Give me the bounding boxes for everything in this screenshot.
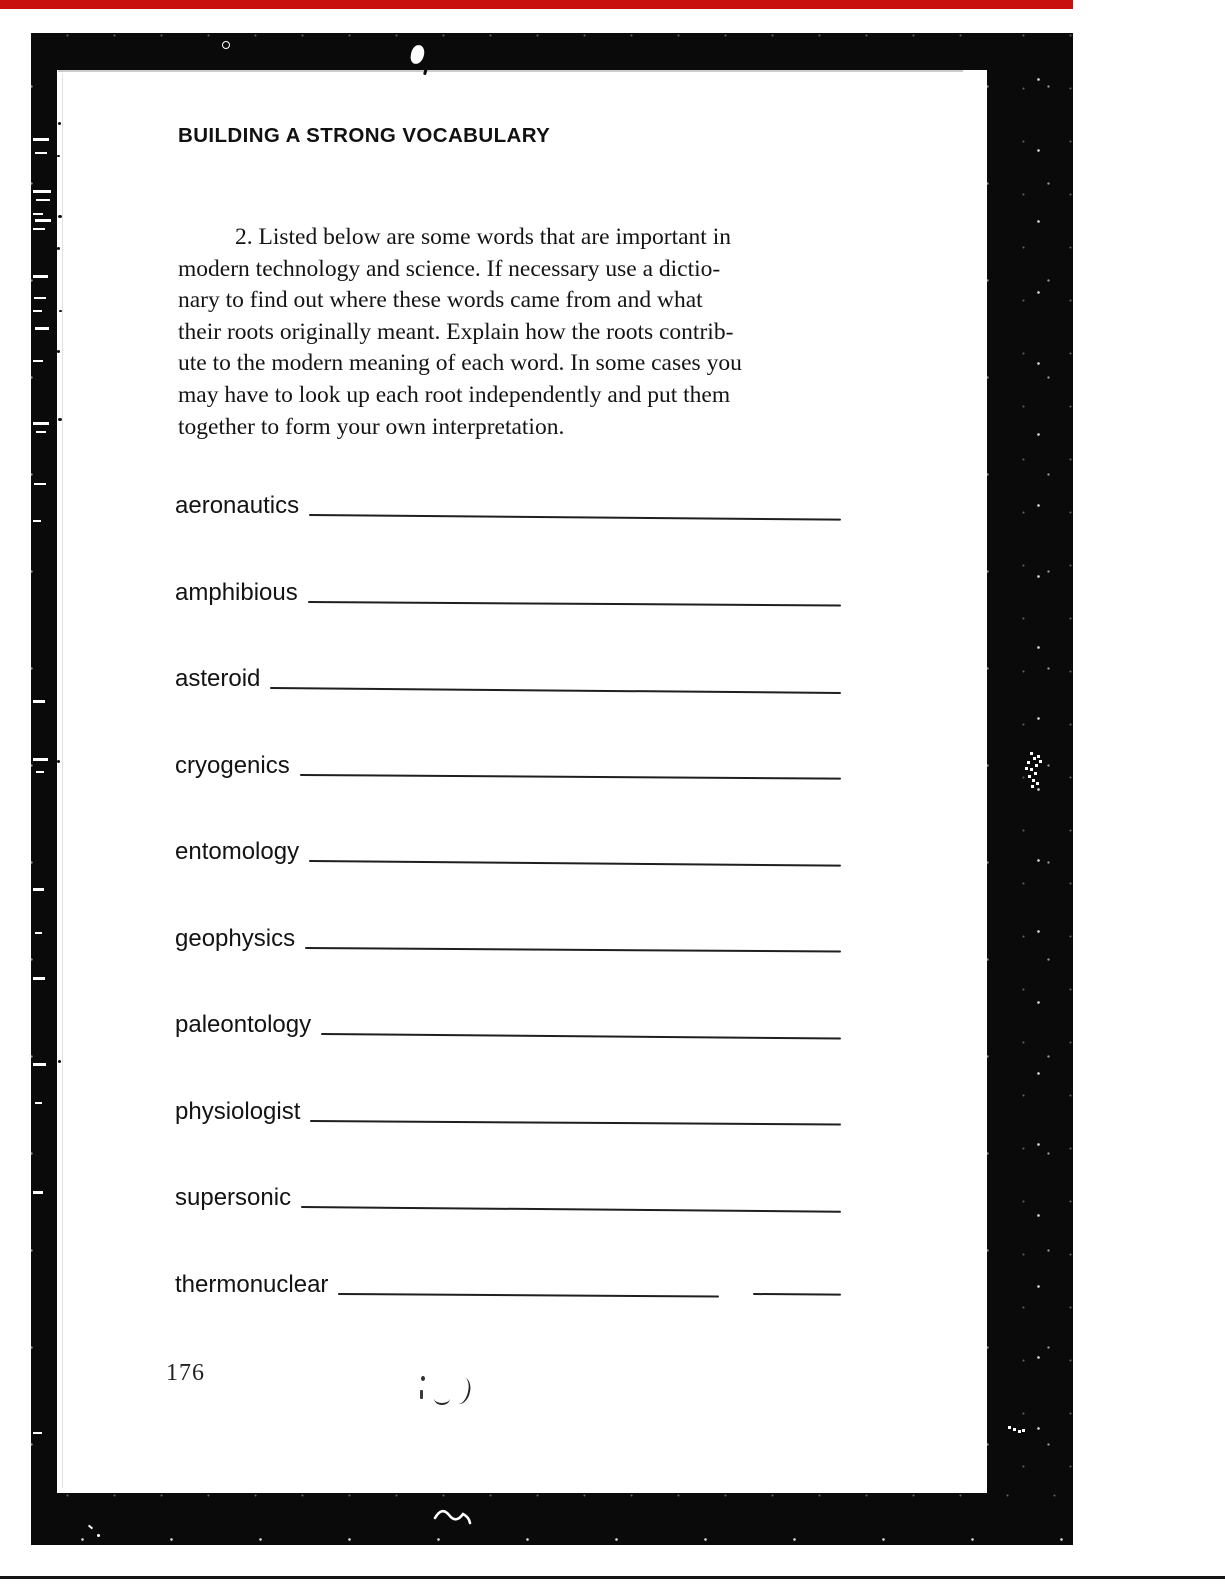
blank-line-gap: [721, 1298, 743, 1299]
notch-mark: [33, 138, 49, 141]
word-row-cryogenics: [175, 746, 843, 780]
vocabulary-word: physiologist: [175, 1098, 301, 1125]
answer-blank-line: [310, 1120, 841, 1126]
answer-blank-line: [305, 947, 841, 953]
speck-mark: [58, 215, 62, 218]
notch-mark: [33, 190, 51, 193]
answer-blank-line: [308, 601, 841, 607]
page-left-edge-shadow: [62, 74, 63, 1488]
notch-mark: [34, 297, 46, 299]
answer-blank-line: [270, 687, 841, 694]
notch-mark: [33, 1432, 42, 1434]
notch-mark: [33, 1063, 46, 1066]
scan-red-strip: [0, 0, 1073, 9]
smudge-arc: [434, 1392, 450, 1405]
speck-mark: [58, 122, 61, 125]
word-row-asteroid: [175, 659, 843, 693]
word-row-entomology: [175, 832, 843, 866]
word-row-amphibious: [175, 573, 843, 607]
vocabulary-word: paleontology: [175, 1011, 312, 1038]
scan-frame-top: [31, 33, 1073, 70]
word-row-geophysics: [175, 919, 843, 953]
notch-mark: [36, 199, 50, 201]
vocabulary-word: asteroid: [175, 665, 261, 692]
page-number: 176: [166, 1360, 205, 1386]
notch-mark: [36, 771, 44, 773]
notch-mark: [33, 1191, 43, 1194]
answer-blank-line-segment: [753, 1293, 841, 1296]
speck-mark: [59, 310, 62, 312]
white-ring-artifact: [222, 41, 230, 49]
paragraph-line: 2. Listed below are some words that are important in: [235, 224, 731, 250]
notch-mark: [33, 228, 45, 230]
instructions-paragraph: [178, 222, 878, 443]
speck-mark: [57, 247, 60, 250]
word-row-thermonuclear: [175, 1265, 843, 1299]
bottom-band-speck: [97, 1534, 100, 1537]
paragraph-line: ute to the modern meaning of each word. In some cases you: [178, 350, 742, 377]
speck-mark: [58, 1060, 61, 1063]
answer-blank-line: [300, 774, 841, 780]
notch-mark: [35, 932, 42, 934]
vocabulary-word: geophysics: [175, 925, 296, 952]
notch-mark: [35, 219, 51, 222]
page-top-edge-shadow: [58, 70, 963, 72]
vocabulary-word: amphibious: [175, 579, 298, 606]
word-row-supersonic: [175, 1178, 843, 1212]
smudge-tick: [420, 1390, 423, 1399]
answer-blank-line: [338, 1293, 719, 1298]
notch-mark: [33, 520, 41, 522]
word-row-physiologist: [175, 1092, 843, 1126]
smudge-paren: [456, 1377, 473, 1406]
paragraph-line: may have to look up each root independently and put them: [178, 381, 731, 408]
smudge-dot: [421, 1376, 425, 1381]
notch-mark: [33, 275, 48, 278]
notch-mark: [35, 327, 49, 330]
vocabulary-word: entomology: [175, 838, 300, 865]
paragraph-line: their roots originally meant. Explain how the roots contrib-: [178, 318, 734, 345]
paragraph-line: together to form your own interpretation.: [178, 413, 565, 440]
scan-frame-bottom: [31, 1493, 1073, 1545]
notch-mark: [33, 360, 43, 362]
scan-bottom-rule: [0, 1576, 1225, 1579]
answer-blank-line: [309, 514, 841, 521]
speck-mark: [57, 350, 60, 353]
scan-frame-right: [987, 33, 1073, 1545]
vocabulary-word: aeronautics: [175, 492, 300, 519]
answer-blank-line: [321, 1033, 841, 1040]
notch-mark: [33, 758, 48, 761]
vocabulary-word: cryogenics: [175, 752, 290, 779]
answer-blank-line: [309, 860, 841, 867]
notch-mark: [34, 483, 46, 485]
notch-mark: [35, 1102, 42, 1104]
word-row-paleontology: [175, 1005, 843, 1039]
word-row-aeronautics: [175, 486, 843, 520]
notch-mark: [33, 310, 42, 312]
speck-mark: [58, 418, 62, 421]
answer-blank-line: [301, 1206, 841, 1213]
scan-frame-left: [31, 33, 57, 1545]
white-scratch-small: [1008, 1426, 1011, 1429]
vocabulary-word: supersonic: [175, 1184, 292, 1211]
notch-mark: [33, 213, 43, 215]
page-header-title: BUILDING A STRONG VOCABULARY: [178, 124, 551, 147]
notch-mark: [33, 700, 45, 703]
notch-mark: [33, 977, 45, 980]
notch-mark: [36, 431, 46, 433]
notch-mark: [35, 152, 47, 154]
notch-mark: [33, 422, 49, 425]
vocabulary-word: thermonuclear: [175, 1271, 329, 1298]
notch-mark: [33, 888, 44, 891]
speck-mark: [57, 760, 60, 763]
white-scratch-cluster: [1030, 752, 1033, 755]
paragraph-line: modern technology and science. If necessary use a dictio-: [178, 255, 721, 282]
speck-mark: [57, 155, 60, 157]
white-squiggle-artifact: [432, 1502, 474, 1530]
paragraph-line: nary to find out where these words came from and what: [178, 287, 703, 314]
